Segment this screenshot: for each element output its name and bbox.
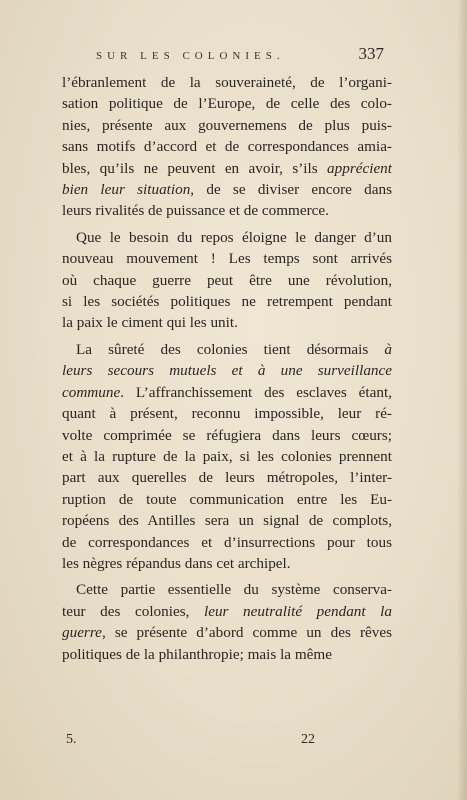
page-number: 337 [358,44,384,63]
text-run: sation politique de l’Europe, de celle des colo- [62,95,392,113]
text-line [62,93,392,114]
text-line [62,72,392,93]
text-run: où chaque guerre peut être une révolution, [62,271,392,289]
text-run: bles, qu’ils ne peuvent en avoir, s’ils [62,159,328,177]
text-run: nies, présente aux gouvernemens de plus puis- [62,116,392,134]
page-edge-shadow [457,0,467,800]
italic-run: commune [62,383,121,401]
paragraph [62,579,392,665]
text-line [62,291,392,312]
text-run: teur des colonies, [62,602,204,620]
text-run: . L’affranchissement des esclaves étant, [120,383,392,401]
italic-run: bien leur situation [62,181,191,199]
italic-run: guerre [62,624,102,642]
text-run: de correspondances et d’insurrections pour tous [62,533,392,551]
italic-run: apprécient [327,159,392,177]
text-run: volte comprimée se réfugiera dans leurs cœurs; [62,426,392,444]
sheet-number: 22 [301,732,315,747]
text-line [62,403,392,424]
text-run: Que le besoin du repos éloigne le danger d’un [76,228,392,246]
paragraph [62,339,392,574]
text-line [62,425,392,446]
text-line [62,446,392,467]
body-text [62,72,392,670]
text-line [62,270,392,291]
paragraph [62,227,392,334]
text-line [62,601,392,622]
text-run: , se présente d’abord comme un des rêves [101,624,392,642]
text-line [62,532,392,553]
text-run: quant à présent, reconnu impossible, leur ré- [62,405,392,423]
text-run: , de se diviser encore dans [190,181,392,199]
text-run: les nègres répandus dans cet archipel. [62,554,291,572]
text-line [62,136,392,157]
text-line [62,467,392,488]
text-run: ruption de toute communication entre les Eu- [62,490,392,508]
text-line [62,360,392,381]
text-run: si les sociétés politiques ne retrempent pendant [62,293,392,311]
text-line [62,553,392,574]
text-line [62,200,392,221]
text-line [62,510,392,531]
text-run: leurs rivalités de puissance et de commerce. [62,202,329,220]
text-line [62,227,392,248]
text-run: La sûreté des colonies tient désormais [76,340,385,358]
text-run: Cette partie essentielle du système conserva- [76,581,392,599]
text-line [62,489,392,510]
text-line [62,339,392,360]
running-head: SUR LES COLONIES. [96,50,285,62]
text-line [62,158,392,179]
italic-run: leur neutralité pendant la [204,602,392,620]
text-run: la paix le ciment qui les unit. [62,314,238,332]
text-run: politiques de la philanthropie; mais la même [62,645,332,663]
text-run: l’ébranlement de la souveraineté, de l’organi- [62,74,392,91]
paragraph [62,72,392,222]
text-line [62,579,392,600]
text-line [62,248,392,269]
text-line [62,622,392,643]
italic-run: à [384,340,392,358]
text-line [62,179,392,200]
italic-run: leurs secours mutuels et à une surveillance [62,362,392,380]
text-run: nouveau mouvement ! Les temps sont arrivés [62,250,392,268]
signature-mark: 5. [66,732,77,747]
text-run: part aux querelles de leurs métropoles, l’inter- [62,469,392,487]
text-run: sans motifs d’accord et de correspondances amia- [62,138,392,156]
text-line [62,312,392,333]
text-line [62,115,392,136]
text-run: ropéens des Antilles sera un signal de complots, [62,512,392,530]
text-line [62,644,392,665]
text-run: et à la rupture de la paix, si les colonies prennent [62,447,392,465]
text-line [62,382,392,403]
